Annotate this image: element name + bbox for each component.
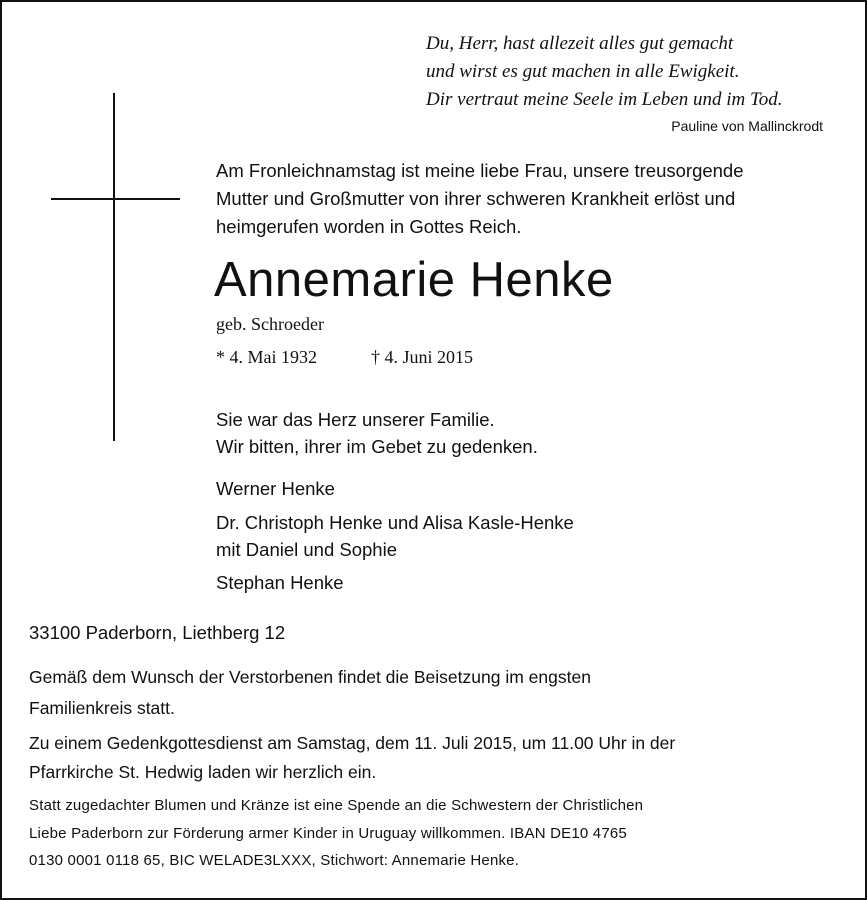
deceased-name: Annemarie Henke [214,253,614,307]
death-date: † 4. Juni 2015 [371,347,474,367]
family-member: Dr. Christoph Henke und Alisa Kasle-Henke [216,512,574,533]
poem-author: Pauline von Mallinckrodt [671,118,823,134]
family-member: Werner Henke [216,478,335,499]
service-line: Zu einem Gedenkgottesdienst am Samstag, dem 11. Juli 2015, um 11.00 Uhr in der [29,733,676,753]
service-line: Pfarrkirche St. Hedwig laden wir herzlich ein. [29,762,377,782]
message-line: Sie war das Herz unserer Familie. [216,409,495,430]
address: 33100 Paderborn, Liethberg 12 [29,622,286,643]
donation-line: 0130 0001 0118 65, BIC WELADE3LXXX, Stichwort: Annemarie Henke. [29,852,520,869]
donation-line: Statt zugedachter Blumen und Kränze ist eine Spende an die Schwestern der Christlichen [29,797,644,814]
poem-line: und wirst es gut machen in alle Ewigkeit. [426,61,740,82]
family-member: mit Daniel und Sophie [216,539,397,560]
birth-name: geb. Schroeder [216,314,324,334]
intro-line: Mutter und Großmutter von ihrer schweren Krankheit erlöst und [216,188,736,209]
donation-line: Liebe Paderborn zur Förderung armer Kinder in Uruguay willkommen. IBAN DE10 4765 [29,825,627,842]
poem-line: Dir vertraut meine Seele im Leben und im Tod. [426,89,783,110]
intro-line: Am Fronleichnamstag ist meine liebe Frau, unsere treusorgende [216,160,744,181]
burial-line: Familienkreis statt. [29,698,175,718]
poem-line: Du, Herr, hast allezeit alles gut gemacht [426,33,734,54]
message-line: Wir bitten, ihrer im Gebet zu gedenken. [216,436,538,457]
burial-line: Gemäß dem Wunsch der Verstorbenen findet die Beisetzung im engsten [29,667,591,687]
cross-icon-horizontal [51,198,180,200]
birth-date: * 4. Mai 1932 [216,347,317,367]
intro-line: heimgerufen worden in Gottes Reich. [216,216,522,237]
cross-icon-vertical [113,93,115,441]
family-member: Stephan Henke [216,572,344,593]
